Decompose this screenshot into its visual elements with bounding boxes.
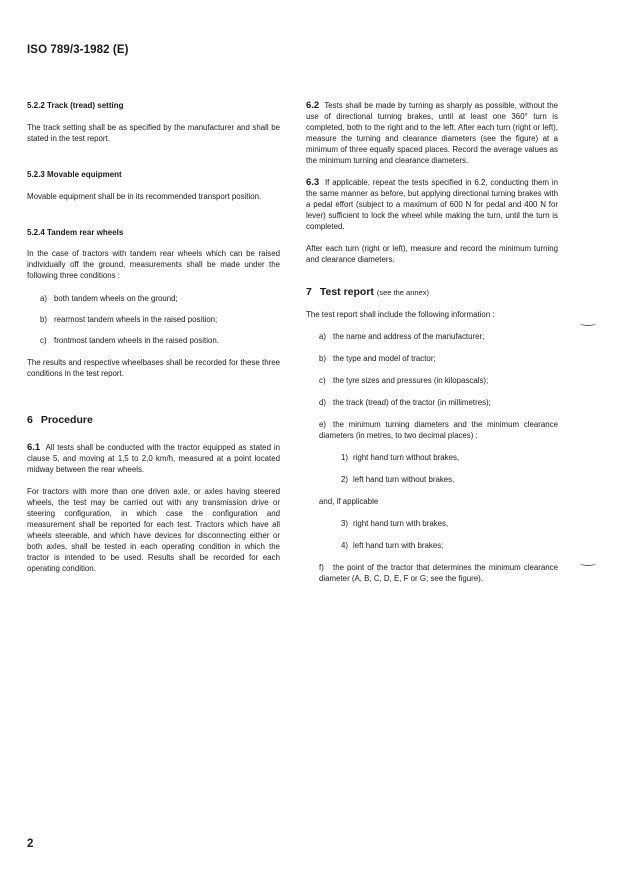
list-item-text: the track (tread) of the tractor (in millimetres); — [333, 398, 491, 407]
section-title: Test report — [319, 286, 374, 298]
list-item-label: f) — [319, 563, 324, 572]
list-item — [27, 335, 280, 346]
sub-list-item — [306, 452, 558, 463]
sub-list-item-label: 3) — [340, 519, 348, 528]
paragraph-7-intro: The test report shall include the following information : — [306, 310, 495, 319]
list-item-label: e) — [319, 420, 327, 429]
list-item — [27, 293, 280, 304]
heading-5-2-4: 5.2.4 Tandem rear wheels — [27, 228, 124, 237]
sub-list-item — [306, 540, 558, 551]
clause-number: 6.1 — [27, 442, 41, 453]
paragraph-5-2-4: In the case of tractors with tandem rear wheels which can be raised individually off the ground, measurements shall be made under the following three conditions : — [27, 249, 280, 280]
list-item — [306, 331, 558, 342]
page-number: 2 — [27, 838, 34, 850]
list-item-label: b) — [40, 315, 48, 324]
paragraph-6-3-after: After each turn (right or left), measure and record the minimum turning and clearance diameters. — [306, 244, 558, 264]
heading-section-7 — [306, 287, 558, 298]
clause-text: Tests shall be made by turning as sharply as possible, without the use of directional turning brakes, until at least one 360° turn is completed, both to the right and to the left. After each turn (right or left), measure the turning and clearance diameters (see the figure) at a minimum of three equally spaced places. Record the average values as the minimum turning and clearance diameters. — [306, 101, 558, 165]
paragraph-5-2-2: The track setting shall be as specified by the manufacturer and shall be stated in the test report. — [27, 123, 280, 143]
list-item-label: d) — [319, 398, 327, 407]
list-item-label: c) — [319, 376, 326, 385]
list-item — [306, 397, 558, 408]
list-item-label: c) — [40, 336, 47, 345]
paragraph-6-1-tractors: For tractors with more than one driven axle, or axles having steered wheels, the test may be carried out with any transmission drive or steering configuration, in which case the configuration and measurement shall be reported for each test. Tractors which have all wheels steerable, and which have devices for disconnecting either or both axles, shall be tested in each operating condition in which the tractor is intended to be used. Results shall be recorded for each operating condition. — [27, 487, 280, 573]
paragraph-6-2 — [306, 100, 558, 166]
list-item — [306, 353, 558, 364]
heading-5-2-3: 5.2.3 Movable equipment — [27, 170, 122, 179]
paragraph-6-1 — [27, 442, 280, 475]
and-if-applicable: and, if applicable — [319, 497, 379, 506]
list-item — [27, 314, 280, 325]
clause-number: 6.2 — [306, 100, 320, 111]
page-header: ISO 789/3-1982 (E) — [27, 44, 129, 56]
paragraph-6-3 — [306, 177, 558, 232]
list-item-text: frontmost tandem wheels in the raised position. — [54, 336, 219, 345]
sub-list-item — [306, 518, 558, 529]
list-item-text: the point of the tractor that determines the minimum clearance diameter (A, B, C, D, E, F or G; see the figure). — [319, 563, 558, 583]
heading-section-6 — [27, 415, 280, 426]
sub-list-item-text: right hand turn with brakes, — [353, 519, 449, 528]
sub-list-item-text: right hand turn without brakes, — [353, 453, 460, 462]
list-item-label: a) — [40, 294, 48, 303]
list-item-label: a) — [319, 332, 327, 341]
sub-list-item-label: 2) — [340, 475, 348, 484]
list-item-text: both tandem wheels on the ground; — [54, 294, 178, 303]
list-item — [306, 419, 558, 441]
clause-text: If applicable, repeat the tests specified in 6.2, conducting them in the same manner as before, but applying directional turning brakes with a pedal effort (subject to a maximum of 600 N for pedal and 400 N for lever) sufficient to lock the wheel while making the turn, until the turn is completed. — [306, 178, 558, 231]
sub-list-item — [306, 474, 558, 485]
section-note: (see the annex) — [376, 288, 429, 297]
section-number: 7 — [306, 286, 312, 298]
list-item-text: the tyre sizes and pressures (in kilopascals); — [333, 376, 489, 385]
paragraph-5-2-4-results: The results and respective wheelbases shall be recorded for these three conditions in the test report. — [27, 358, 280, 378]
left-column — [27, 100, 280, 574]
right-column — [306, 100, 558, 584]
clause-text: All tests shall be conducted with the tractor equipped as stated in clause 5, and moving at 1,5 to 2,0 km/h, measured at a point located midway between the rear wheels. — [27, 443, 280, 474]
sub-list-item-label: 1) — [340, 453, 348, 462]
heading-5-2-2: 5.2.2 Track (tread) setting — [27, 101, 124, 110]
paragraph-5-2-3: Movable equipment shall be in its recommended transport position. — [27, 192, 262, 201]
list-item — [306, 375, 558, 386]
section-number: 6 — [27, 414, 33, 426]
clause-number: 6.3 — [306, 177, 320, 188]
sub-list-item-text: left hand turn without brakes, — [353, 475, 455, 484]
section-title: Procedure — [40, 414, 93, 426]
sub-list-item-text: left hand turn with brakes; — [353, 541, 444, 550]
list-item-text: the type and model of tractor; — [333, 354, 436, 363]
margin-mark — [580, 320, 596, 326]
list-item-text: the name and address of the manufacturer; — [333, 332, 485, 341]
margin-mark — [580, 560, 596, 566]
list-item-text: rearmost tandem wheels in the raised position; — [54, 315, 218, 324]
list-item — [306, 562, 558, 584]
sub-list-item-label: 4) — [340, 541, 348, 550]
list-item-label: b) — [319, 354, 327, 363]
list-item-text: the minimum turning diameters and the minimum clearance diameters (in metres, to two decimal places) : — [319, 420, 558, 440]
